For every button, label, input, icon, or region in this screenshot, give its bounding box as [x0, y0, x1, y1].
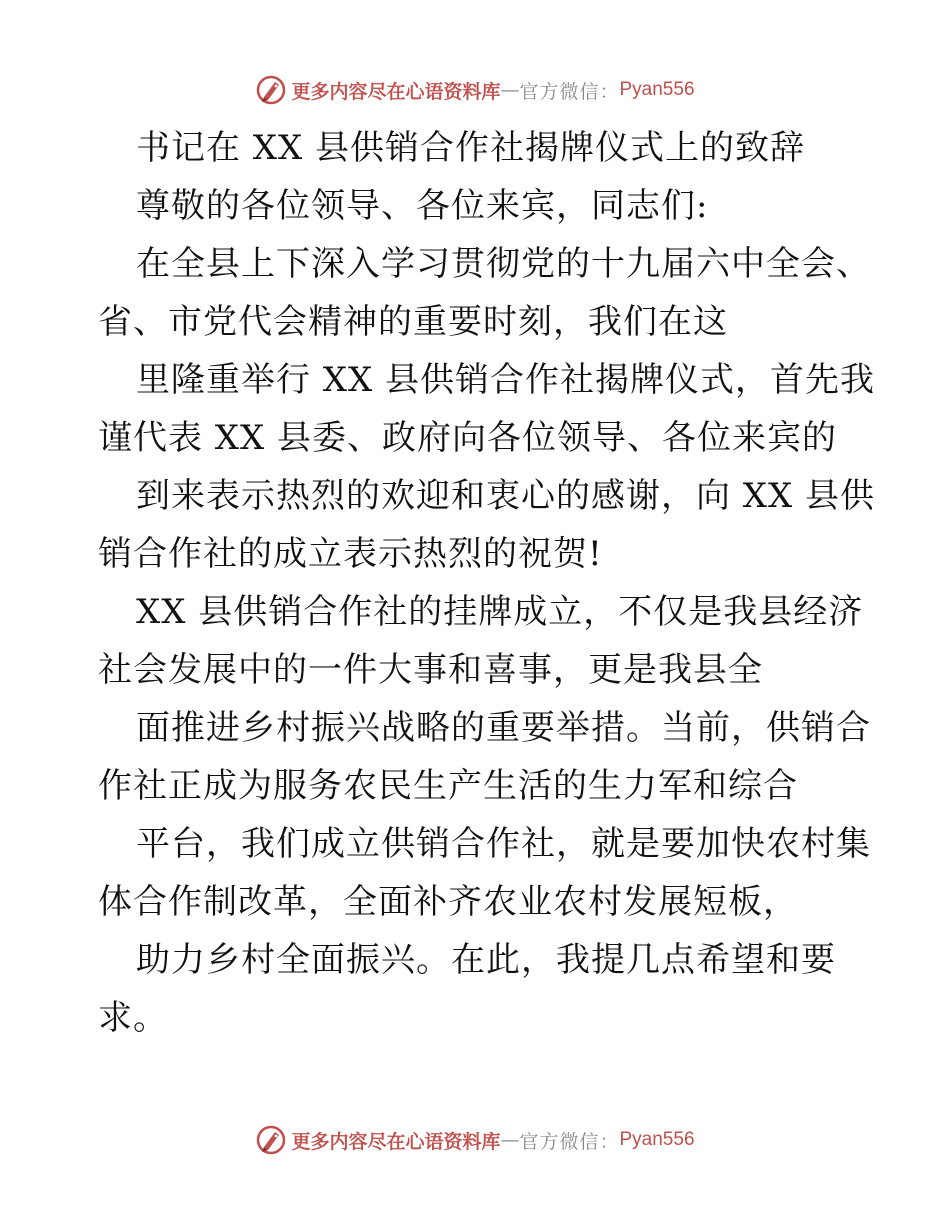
watermark-label: 官方微信：	[519, 80, 620, 103]
paragraph-line: 到来表示热烈的欢迎和衷心的感谢，向 XX 县供	[136, 476, 876, 516]
watermark-brand: 更多内容尽在心语资料库	[291, 80, 501, 103]
paragraph-line: 作社正成为服务农民生产生活的生力军和综合	[98, 766, 798, 806]
paragraph-line: 平台，我们成立供销合作社，就是要加快农村集	[136, 824, 871, 864]
paragraph-line: 在全县上下深入学习贯彻党的十九届六中全会、	[136, 244, 871, 284]
watermark-dash: —	[500, 1129, 520, 1151]
document-title: 书记在 XX 县供销合作社揭牌仪式上的致辞	[136, 128, 806, 168]
paragraph-line: 谨代表 XX 县委、政府向各位领导、各位来宾的	[98, 418, 838, 458]
paragraph-line: 体合作制改革，全面补齐农业农村发展短板，	[98, 882, 798, 922]
paragraph-line: 省、市党代会精神的重要时刻，我们在这	[98, 302, 728, 342]
paragraph-line: 社会发展中的一件大事和喜事，更是我县全	[98, 650, 763, 690]
watermark-label: 官方微信：	[519, 1130, 620, 1153]
paragraph-line: 销合作社的成立表示热烈的祝贺!	[98, 534, 603, 574]
watermark-wechat-id: Pyan556	[619, 79, 695, 100]
footer-watermark	[0, 1120, 950, 1160]
header-watermark	[0, 70, 950, 110]
pen-logo-icon	[255, 1124, 287, 1156]
watermark-dash: —	[500, 79, 520, 101]
watermark-wechat-id: Pyan556	[619, 1129, 695, 1150]
paragraph-line: 面推进乡村振兴战略的重要举措。当前，供销合	[136, 708, 871, 748]
paragraph-line: 里隆重举行 XX 县供销合作社揭牌仪式，首先我	[136, 360, 876, 400]
watermark-brand: 更多内容尽在心语资料库	[291, 1130, 501, 1153]
pen-logo-icon	[255, 74, 287, 106]
paragraph-line: XX 县供销合作社的挂牌成立，不仅是我县经济	[136, 592, 864, 632]
salutation: 尊敬的各位领导、各位来宾，同志们:	[136, 186, 709, 226]
paragraph-line: 求。	[98, 998, 168, 1038]
paragraph-line: 助力乡村全面振兴。在此，我提几点希望和要	[136, 940, 836, 980]
